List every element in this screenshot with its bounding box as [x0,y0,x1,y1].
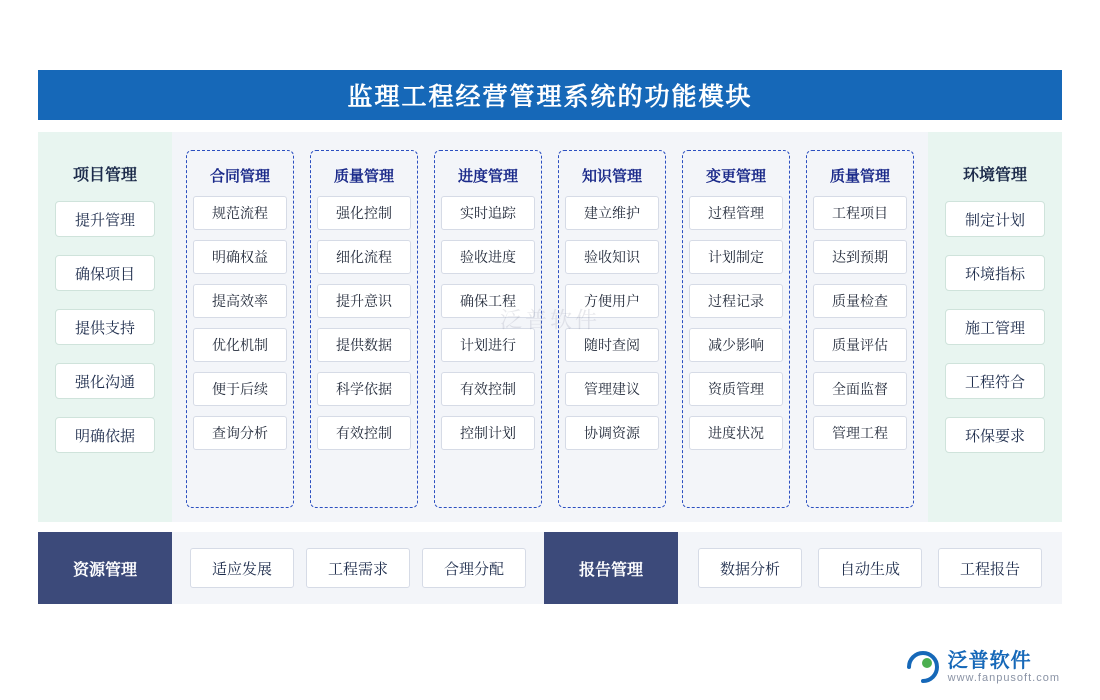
bottom-item[interactable]: 自动生成 [818,548,922,588]
bottom-bar [38,532,1062,604]
right-panel-item[interactable]: 环保要求 [945,417,1045,453]
left-panel-item[interactable]: 确保项目 [55,255,155,291]
column-item[interactable]: 过程记录 [689,284,783,318]
module-column-knowledge [558,150,666,508]
right-panel-item[interactable]: 环境指标 [945,255,1045,291]
column-item[interactable]: 随时查阅 [565,328,659,362]
bottom-item[interactable]: 合理分配 [422,548,526,588]
left-panel-heading: 项目管理 [72,167,137,184]
column-item[interactable]: 达到预期 [813,240,907,274]
column-item[interactable]: 过程管理 [689,196,783,230]
column-item[interactable]: 有效控制 [441,372,535,406]
column-heading: 合同管理 [209,168,270,185]
bottom-group-resource [172,532,544,604]
column-item[interactable]: 协调资源 [565,416,659,450]
column-item[interactable]: 计划进行 [441,328,535,362]
footer-text [948,650,1060,684]
bottom-item[interactable]: 适应发展 [190,548,294,588]
bottom-item[interactable]: 数据分析 [698,548,802,588]
column-item[interactable]: 细化流程 [317,240,411,274]
center-panel [172,132,928,522]
left-panel-item[interactable]: 明确依据 [55,417,155,453]
column-item[interactable]: 工程项目 [813,196,907,230]
column-heading: 变更管理 [705,168,766,185]
diagram-body [38,132,1062,522]
footer-brand-name: 泛普软件 [947,649,1032,672]
column-item[interactable]: 进度状况 [689,416,783,450]
column-item[interactable]: 提升意识 [317,284,411,318]
column-item[interactable]: 管理建议 [565,372,659,406]
bottom-label-report: 报告管理 [544,532,678,604]
column-item[interactable]: 资质管理 [689,372,783,406]
column-item[interactable]: 查询分析 [193,416,287,450]
fanpu-logo-icon [906,650,940,684]
column-heading: 质量管理 [829,168,890,185]
column-item[interactable]: 规范流程 [193,196,287,230]
module-column-contract [186,150,294,508]
column-heading: 知识管理 [581,168,642,185]
watermark-text: 泛普软件 [499,307,601,333]
column-item[interactable]: 计划制定 [689,240,783,274]
column-item[interactable]: 科学依据 [317,372,411,406]
column-item[interactable]: 质量评估 [813,328,907,362]
column-item[interactable]: 管理工程 [813,416,907,450]
column-item[interactable]: 建立维护 [565,196,659,230]
page-title: 监理工程经营管理系统的功能模块 [347,83,753,111]
right-panel-item[interactable]: 工程符合 [945,363,1045,399]
bottom-group-report [678,532,1062,604]
column-item[interactable]: 便于后续 [193,372,287,406]
right-panel-item[interactable]: 施工管理 [945,309,1045,345]
column-item[interactable]: 方便用户 [565,284,659,318]
bottom-label-resource: 资源管理 [38,532,172,604]
right-panel-item[interactable]: 制定计划 [945,201,1045,237]
column-item[interactable]: 验收知识 [565,240,659,274]
right-panel [928,132,1062,522]
diagram-title-bar [38,70,1062,120]
column-item[interactable]: 验收进度 [441,240,535,274]
footer-domain: www.fanpusoft.com [947,671,1060,684]
column-item[interactable]: 全面监督 [813,372,907,406]
column-item[interactable]: 提供数据 [317,328,411,362]
column-item[interactable]: 控制计划 [441,416,535,450]
bottom-item[interactable]: 工程需求 [306,548,410,588]
module-column-quality-1 [310,150,418,508]
column-item[interactable]: 确保工程 [441,284,535,318]
column-heading: 进度管理 [457,168,518,185]
bottom-item[interactable]: 工程报告 [938,548,1042,588]
left-panel-item[interactable]: 提供支持 [55,309,155,345]
column-item[interactable]: 减少影响 [689,328,783,362]
module-column-progress [434,150,542,508]
column-item[interactable]: 强化控制 [317,196,411,230]
column-heading: 质量管理 [333,168,394,185]
column-item[interactable]: 质量检查 [813,284,907,318]
column-item[interactable]: 提高效率 [193,284,287,318]
module-column-change [682,150,790,508]
column-item[interactable]: 明确权益 [193,240,287,274]
footer-brand [906,650,1060,684]
module-column-quality-2 [806,150,914,508]
left-panel [38,132,172,522]
column-item[interactable]: 实时追踪 [441,196,535,230]
column-item[interactable]: 优化机制 [193,328,287,362]
column-item[interactable]: 有效控制 [317,416,411,450]
right-panel-heading: 环境管理 [962,167,1027,184]
left-panel-item[interactable]: 强化沟通 [55,363,155,399]
left-panel-item[interactable]: 提升管理 [55,201,155,237]
